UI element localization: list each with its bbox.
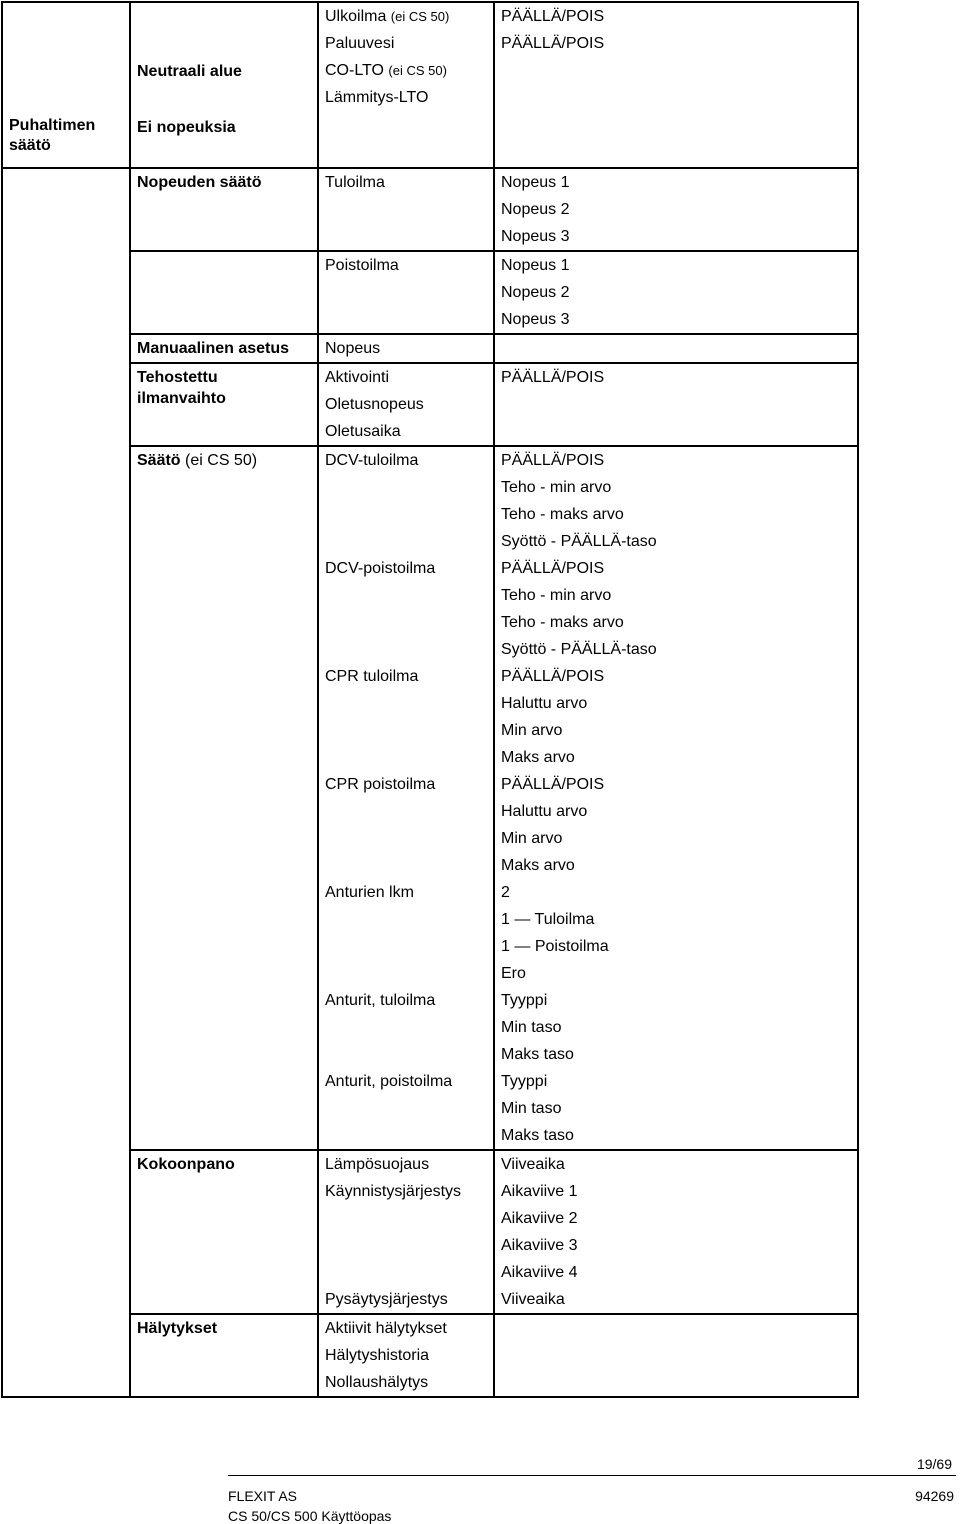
value: Aikaviive 4 [501, 1264, 578, 1281]
lamposuojaus-item: Lämpösuojaus [325, 1156, 430, 1173]
value: Aikaviive 2 [501, 1210, 578, 1227]
dcv-tuloilma-item: DCV-tuloilma [325, 452, 419, 469]
cpr-tuloilma-item: CPR tuloilma [325, 668, 419, 685]
kaynnistys-item: Käynnistysjärjestys [325, 1183, 462, 1200]
value: Aikaviive 3 [501, 1237, 578, 1254]
page-footer [228, 1456, 956, 1524]
saato-label [130, 446, 318, 1150]
saato-title: Säätö [137, 452, 181, 469]
value: Min taso [501, 1100, 562, 1117]
colto-item: CO-LTO (ei CS 50) [325, 62, 447, 79]
blank-cell [494, 1314, 858, 1397]
saato-items [318, 446, 494, 1150]
value: PÄÄLLÄ/POIS [501, 668, 605, 685]
tehostettu-items [318, 363, 494, 446]
nopeus-label: Nopeus [318, 334, 494, 363]
oletusnopeus-item: Oletusnopeus [325, 396, 424, 413]
value: Maks arvo [501, 857, 575, 874]
value: Haluttu arvo [501, 803, 588, 820]
dcv-poistoilma-item: DCV-poistoilma [325, 560, 436, 577]
value: Syöttö - PÄÄLLÄ-taso [501, 641, 657, 658]
anturit-tuloilma-item: Anturit, tuloilma [325, 992, 436, 1009]
speed-value: Nopeus 2 [501, 201, 570, 218]
alarm-item: Aktiivit hälytykset [325, 1320, 447, 1337]
value: Tyyppi [501, 992, 548, 1009]
kokoonpano-label: Kokoonpano [130, 1150, 318, 1314]
tehostettu-line: Tehostettu [137, 369, 218, 386]
pysaytys-item: Pysäytysjärjestys [325, 1291, 448, 1308]
alarm-item: Nollaushälytys [325, 1374, 429, 1391]
value: Maks arvo [501, 749, 575, 766]
tehostettu-label [130, 363, 318, 446]
label: Poistoilma [534, 938, 609, 955]
halytykset-items [318, 1314, 494, 1397]
value: PÄÄLLÄ/POIS [501, 776, 605, 793]
value: Tyyppi [501, 1073, 548, 1090]
paluuvesi-item: Paluuvesi [325, 35, 395, 52]
halytykset-label: Hälytykset [130, 1314, 318, 1397]
onoff-cell [494, 2, 858, 168]
cpr-poistoilma-item: CPR poistoilma [325, 776, 436, 793]
value: Viiveaika [501, 1156, 565, 1173]
oletusaika-item: Oletusaika [325, 423, 401, 440]
dash: — [514, 938, 531, 955]
blank-cell [130, 251, 318, 334]
label: Tuloilma [534, 911, 595, 928]
value: Viiveaika [501, 1291, 565, 1308]
poistoilma-label: Poistoilma [318, 251, 494, 334]
value: Haluttu arvo [501, 695, 588, 712]
alarm-item: Hälytyshistoria [325, 1347, 430, 1364]
value: PÄÄLLÄ/POIS [501, 452, 605, 469]
count: 1 [501, 938, 510, 955]
speed-value: Nopeus 1 [501, 257, 570, 274]
value: PÄÄLLÄ/POIS [501, 560, 605, 577]
saato-values [494, 446, 858, 1150]
onoff-value: PÄÄLLÄ/POIS [501, 35, 605, 52]
value: Teho - min arvo [501, 479, 612, 496]
manuaalinen-label: Manuaalinen asetus [130, 334, 318, 363]
company-name: FLEXIT AS [228, 1488, 297, 1504]
ulkoilma-item: Ulkoilma (ei CS 50) [325, 8, 450, 25]
nopeuden-saato-label: Nopeuden säätö [130, 168, 318, 251]
neutraali-label: Neutraali alue [137, 63, 242, 80]
speed-value: Nopeus 2 [501, 284, 570, 301]
tuloilma-label: Tuloilma [318, 168, 494, 251]
saato-note: (ei CS 50) [185, 452, 258, 469]
count: 1 [501, 911, 510, 928]
value: Teho - min arvo [501, 587, 612, 604]
value [501, 933, 851, 960]
value [501, 906, 851, 933]
page-number: 19/69 [916, 1456, 952, 1472]
blank-cell [494, 334, 858, 363]
onoff-value: PÄÄLLÄ/POIS [501, 369, 605, 386]
value: Aikaviive 1 [501, 1183, 578, 1200]
puhaltimen-saato-cell [2, 2, 130, 168]
ei-nopeuksia-label: Ei nopeuksia [137, 119, 236, 136]
anturien-lkm-item: Anturien lkm [325, 884, 414, 901]
document-title: CS 50/CS 500 Käyttöopas [228, 1508, 392, 1524]
document-number: 94269 [915, 1488, 954, 1504]
tehostettu-line: ilmanvaihto [137, 390, 226, 407]
value: Syöttö - PÄÄLLÄ-taso [501, 533, 657, 550]
kokoonpano-values [494, 1150, 858, 1314]
value: Min arvo [501, 722, 563, 739]
value: Min taso [501, 1019, 562, 1036]
onoff-value: PÄÄLLÄ/POIS [501, 8, 605, 25]
value: 2 [501, 884, 510, 901]
value: Ero [501, 965, 526, 982]
menu-structure-table [1, 1, 859, 1398]
poistoilma-speeds [494, 251, 858, 334]
speed-value: Nopeus 3 [501, 228, 570, 245]
value: Maks taso [501, 1046, 574, 1063]
left-blank-column [2, 168, 130, 1397]
speed-value: Nopeus 1 [501, 174, 570, 191]
speed-value: Nopeus 3 [501, 311, 570, 328]
tehostettu-value [494, 363, 858, 446]
value: Min arvo [501, 830, 563, 847]
neutraali-cell [130, 2, 318, 168]
inputs-cell [318, 2, 494, 168]
value: Teho - maks arvo [501, 506, 624, 523]
value: Teho - maks arvo [501, 614, 624, 631]
kokoonpano-items [318, 1150, 494, 1314]
tuloilma-speeds [494, 168, 858, 251]
dash: — [514, 911, 531, 928]
value: Maks taso [501, 1127, 574, 1144]
puhaltimen-label: Puhaltimen säätö [9, 117, 96, 154]
aktivointi-item: Aktivointi [325, 369, 390, 386]
anturit-poistoilma-item: Anturit, poistoilma [325, 1073, 453, 1090]
lammitys-item: Lämmitys-LTO [325, 89, 429, 106]
